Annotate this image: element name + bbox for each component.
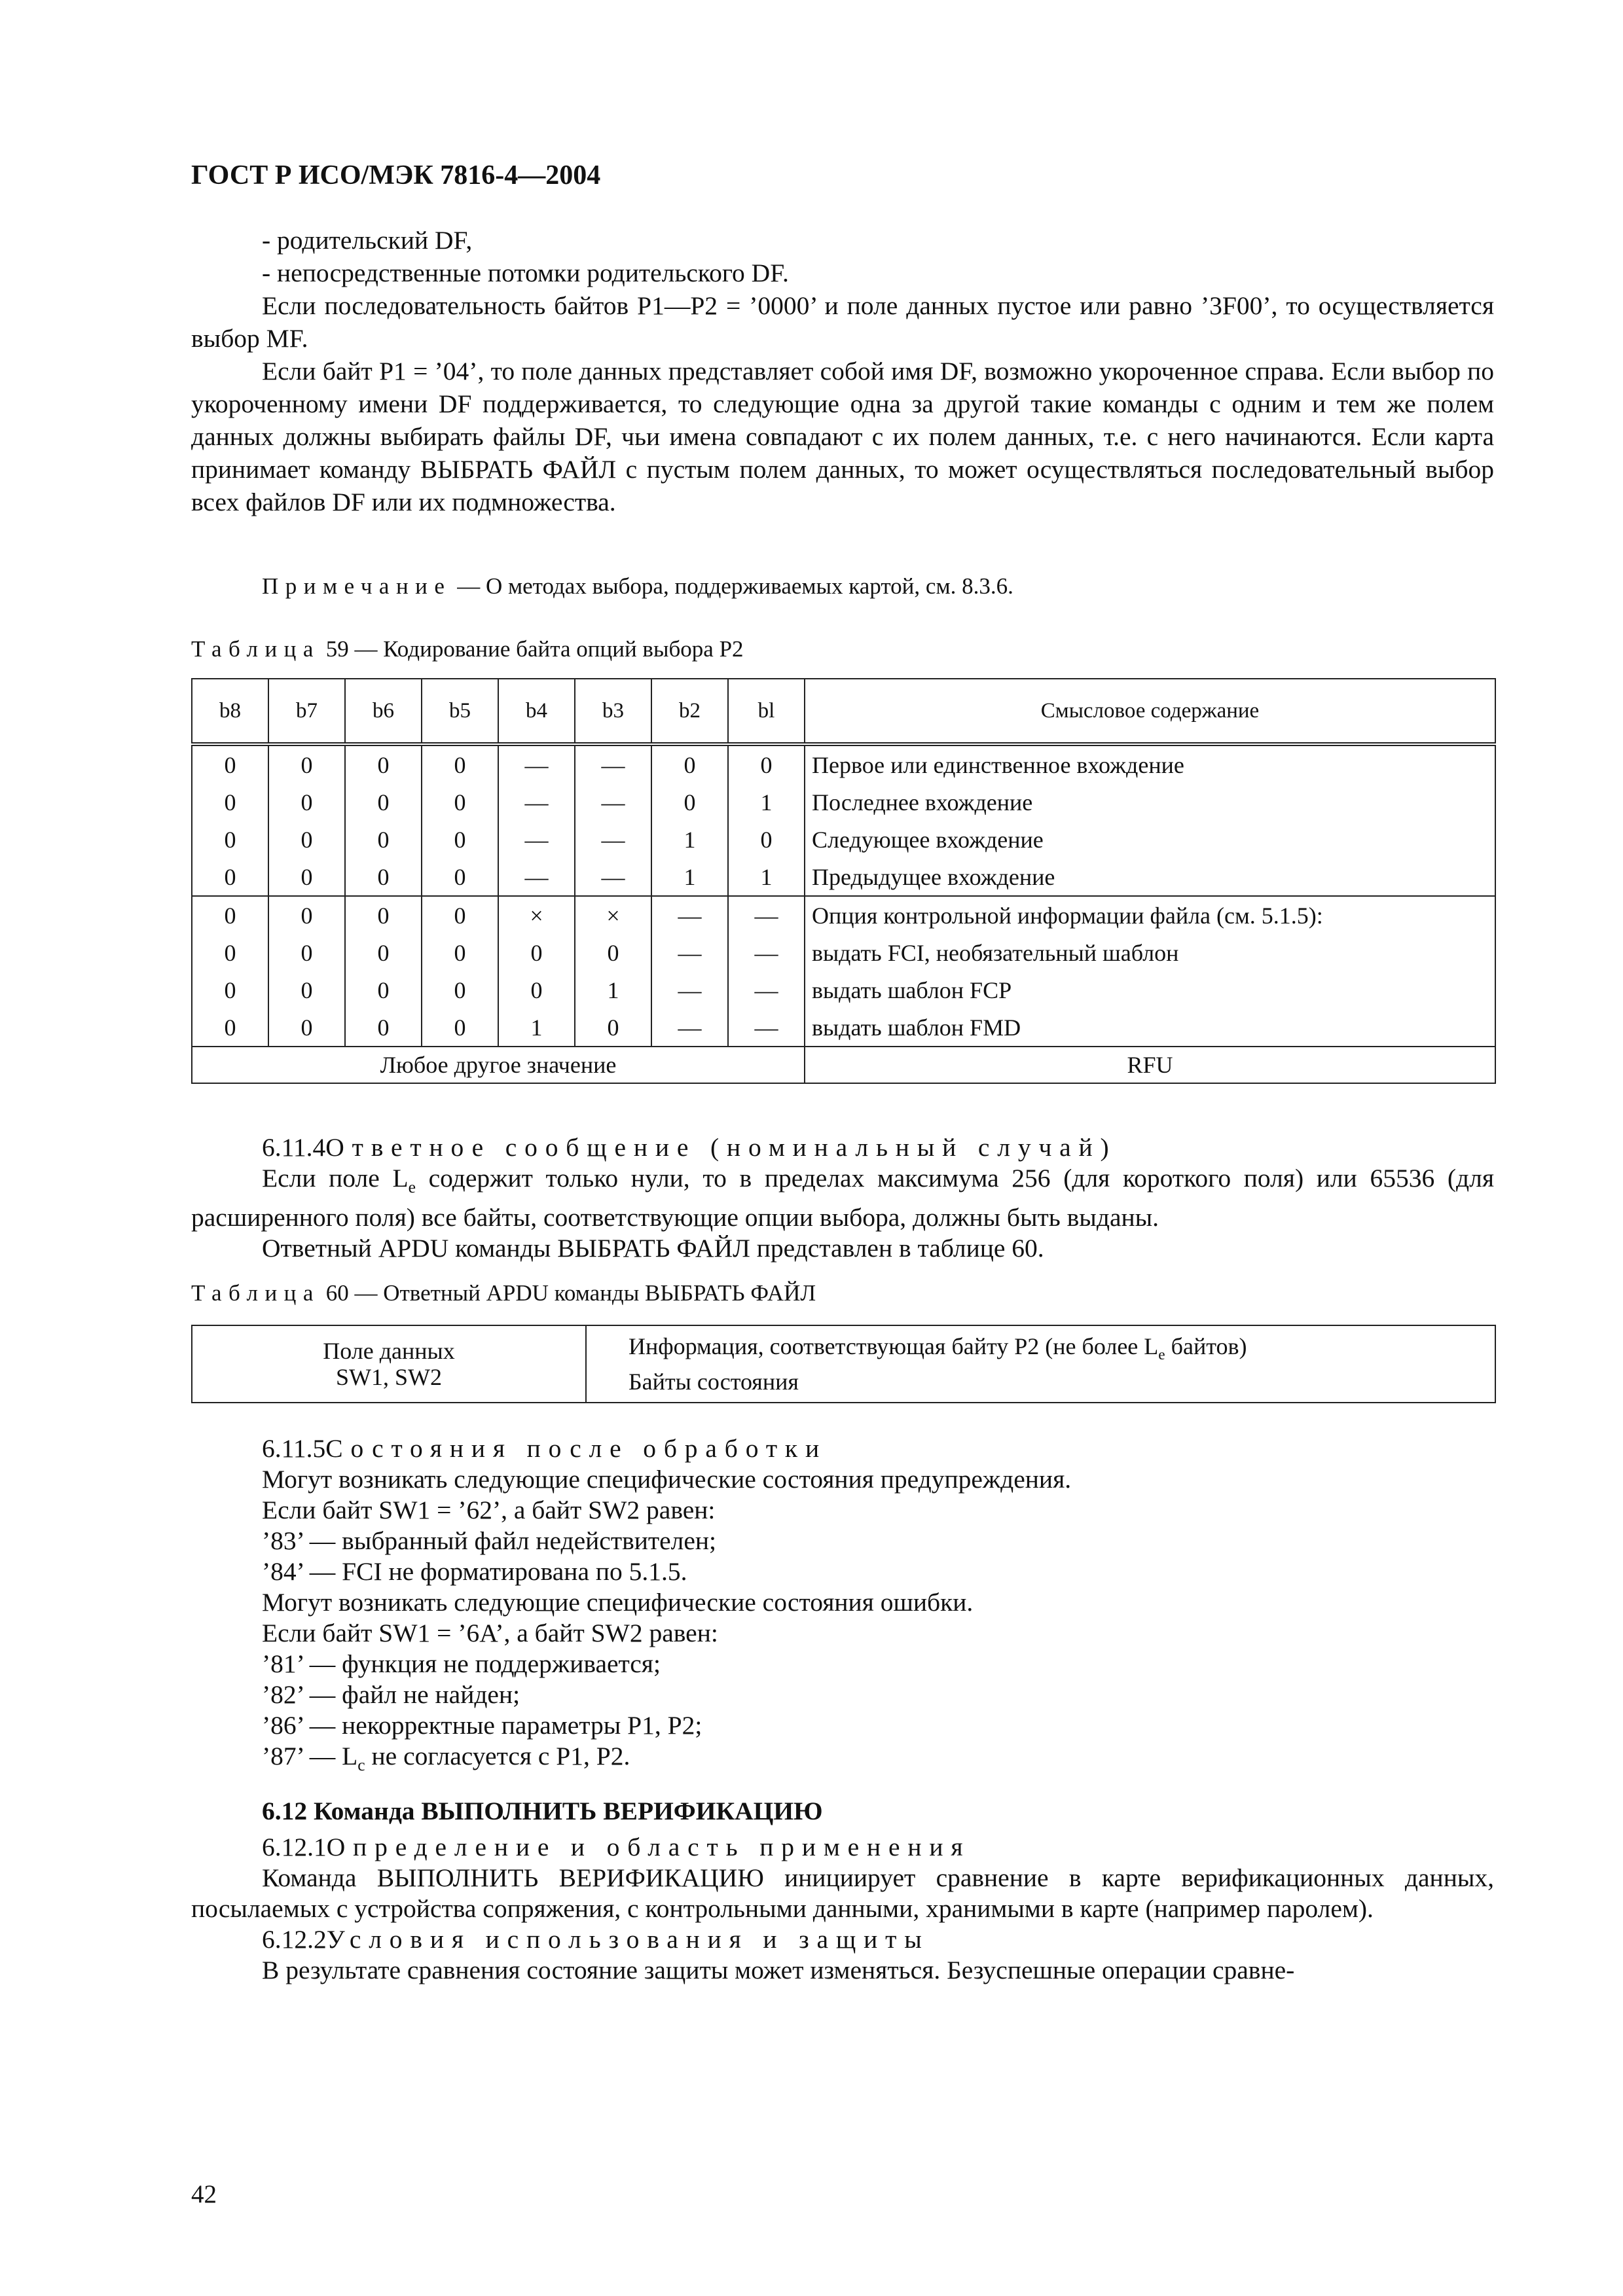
table-cell: 0 xyxy=(345,783,422,821)
table-row xyxy=(192,1325,1495,1403)
table-cell: — xyxy=(575,821,651,858)
table-cell: выдать шаблон FMD xyxy=(805,1009,1495,1047)
table-cell: 0 xyxy=(268,858,345,896)
intro-text xyxy=(191,224,1494,518)
table-59-body xyxy=(192,744,1495,1083)
table-cell: 1 xyxy=(498,1009,575,1047)
table-header-cell: b3 xyxy=(575,679,651,744)
table-cell: — xyxy=(498,821,575,858)
intro-line: - родительский DF, xyxy=(262,226,473,255)
table-cell: 0 xyxy=(422,971,498,1009)
table-cell: 0 xyxy=(345,821,422,858)
list-item: Могут возникать следующие специфические состояния предупреждения. xyxy=(262,1465,1072,1494)
section-title: 6.11.5Состояния после обработки xyxy=(262,1434,827,1463)
table-header-cell: b4 xyxy=(498,679,575,744)
table-cell: Информация, соответствующая байту P2 (не более $L_e$ байтов) Байты состояния xyxy=(586,1325,1495,1403)
table-cell: 0 xyxy=(192,858,268,896)
table-cell: 0 xyxy=(345,858,422,896)
list-item: Могут возникать следующие специфические состояния ошибки. xyxy=(262,1588,974,1617)
list-item: ’81’ — функция не поддерживается; xyxy=(262,1649,661,1678)
table-cell: — xyxy=(498,744,575,783)
table-cell: 0 xyxy=(575,1009,651,1047)
table-59-caption: Таблица 59 — Кодирование байта опций выбора P2 xyxy=(191,636,744,662)
list-item: ’83’ — выбранный файл недействителен; xyxy=(262,1526,717,1555)
table-row xyxy=(192,821,1495,858)
table-cell: 0 xyxy=(192,934,268,971)
table-60 xyxy=(191,1325,1496,1403)
table-cell: Опция контрольной информации файла (см. 5.1.5): xyxy=(805,896,1495,934)
paragraph: ’87’ — $L_c$ не согласуется с P1, P2. xyxy=(262,1742,630,1774)
table-cell: 0 xyxy=(345,744,422,783)
table-cell: — xyxy=(498,783,575,821)
list-item: ’84’ — FCI не форматирована по 5.1.5. xyxy=(262,1557,687,1586)
intro-line: - непосредственные потомки родительского DF. xyxy=(262,259,789,287)
note xyxy=(262,573,1013,600)
paragraph: Команда ВЫПОЛНИТЬ ВЕРИФИКАЦИЮ инициирует сравнение в карте верификационных данных, посылаемых с устройства сопряжения, с контрольными данными, хранимыми в карте (например паролем). xyxy=(191,1863,1494,1923)
table-cell: 0 xyxy=(268,1009,345,1047)
table-cell: 0 xyxy=(268,744,345,783)
note-text: — О методах выбора, поддерживаемых картой, см. 8.3.6. xyxy=(451,573,1013,599)
table-cell: 0 xyxy=(422,858,498,896)
table-cell: — xyxy=(575,744,651,783)
table-cell: 1 xyxy=(651,858,728,896)
table-cell: 0 xyxy=(422,896,498,934)
table-header-cell: b5 xyxy=(422,679,498,744)
table-cell: — xyxy=(728,971,805,1009)
table-cell: 0 xyxy=(268,971,345,1009)
table-header-cell: b7 xyxy=(268,679,345,744)
section-lines xyxy=(191,1464,1494,1741)
table-cell: 0 xyxy=(651,744,728,783)
table-cell: 0 xyxy=(268,934,345,971)
table-header-cell: b2 xyxy=(651,679,728,744)
table-cell: 0 xyxy=(192,821,268,858)
section-6-11-5 xyxy=(191,1433,1494,1780)
paragraph: В результате сравнения состояние защиты может изменяться. Безуспешные операции сравне- xyxy=(262,1956,1295,1984)
table-cell: 0 xyxy=(192,783,268,821)
document-header: ГОСТ Р ИСО/МЭК 7816-4—2004 xyxy=(191,160,601,190)
table-cell: — xyxy=(651,971,728,1009)
table-cell: 0 xyxy=(268,783,345,821)
section-6-12 xyxy=(191,1796,1494,1986)
paragraph: Если последовательность байтов P1—P2 = ’0000’ и поле данных пустое или равно ’3F00’, то осуществляется выбор MF. xyxy=(191,291,1494,353)
table-cell: — xyxy=(728,934,805,971)
section-heading: 6.12 Команда ВЫПОЛНИТЬ ВЕРИФИКАЦИЮ xyxy=(262,1797,823,1825)
table-cell: выдать FCI, необязательный шаблон xyxy=(805,934,1495,971)
table-row xyxy=(192,934,1495,971)
table-header-cell: bl xyxy=(728,679,805,744)
note-label: Примечание xyxy=(262,573,452,599)
table-header-cell: b8 xyxy=(192,679,268,744)
table-60-caption: Таблица 60 — Ответный APDU команды ВЫБРАТЬ ФАЙЛ xyxy=(191,1280,816,1306)
table-row xyxy=(192,744,1495,783)
table-cell: Следующее вхождение xyxy=(805,821,1495,858)
table-header-cell: b6 xyxy=(345,679,422,744)
table-cell: 0 xyxy=(422,783,498,821)
table-cell: — xyxy=(575,783,651,821)
table-cell: Любое другое значение xyxy=(192,1047,805,1083)
table-cell: 0 xyxy=(345,971,422,1009)
list-item: ’82’ — файл не найден; xyxy=(262,1680,520,1709)
table-cell: 0 xyxy=(422,744,498,783)
table-cell: 0 xyxy=(192,1009,268,1047)
table-cell: 0 xyxy=(192,971,268,1009)
table-cell: 1 xyxy=(728,858,805,896)
section-title: 6.12.2Условия использования и защиты xyxy=(262,1925,930,1954)
list-item: Если байт SW1 = ’6A’, а байт SW2 равен: xyxy=(262,1619,718,1647)
table-cell: — xyxy=(651,896,728,934)
paragraph: Если поле $L_e$ содержит только нули, то в пределах максимума 256 (для короткого поля) или 65536 (для расширенного поля) все байты, соответствующие опции выбора, должны быть выданы. xyxy=(191,1164,1494,1232)
list-item: ’86’ — некорректные параметры P1, P2; xyxy=(262,1711,702,1740)
table-cell: 0 xyxy=(728,744,805,783)
table-cell: — xyxy=(575,858,651,896)
table-cell: Предыдущее вхождение xyxy=(805,858,1495,896)
table-cell: 0 xyxy=(422,1009,498,1047)
table-cell: 0 xyxy=(728,821,805,858)
table-header-cell: Смысловое содержание xyxy=(805,679,1495,744)
table-cell: — xyxy=(651,1009,728,1047)
table-row xyxy=(192,783,1495,821)
table-cell: — xyxy=(728,896,805,934)
table-header-row xyxy=(192,679,1495,744)
table-cell: 0 xyxy=(345,934,422,971)
table-59 xyxy=(191,678,1496,1084)
table-cell: — xyxy=(728,1009,805,1047)
table-cell: — xyxy=(651,934,728,971)
table-row xyxy=(192,971,1495,1009)
table-cell: — xyxy=(498,858,575,896)
table-cell: 0 xyxy=(651,783,728,821)
table-cell: 0 xyxy=(498,971,575,1009)
table-cell: 0 xyxy=(192,744,268,783)
list-item: Если байт SW1 = ’62’, а байт SW2 равен: xyxy=(262,1496,716,1524)
table-row xyxy=(192,1009,1495,1047)
table-row xyxy=(192,858,1495,896)
table-cell: 0 xyxy=(422,821,498,858)
table-cell: RFU xyxy=(805,1047,1495,1083)
table-cell: 0 xyxy=(498,934,575,971)
page-number: 42 xyxy=(191,2180,217,2208)
table-cell: 1 xyxy=(728,783,805,821)
paragraph: Ответный APDU команды ВЫБРАТЬ ФАЙЛ представлен в таблице 60. xyxy=(262,1233,1044,1263)
table-cell: Первое или единственное вхождение xyxy=(805,744,1495,783)
table-row xyxy=(192,1047,1495,1083)
section-6-11-4 xyxy=(191,1132,1494,1264)
table-cell: 0 xyxy=(268,821,345,858)
table-cell: × xyxy=(498,896,575,934)
table-cell: Последнее вхождение xyxy=(805,783,1495,821)
paragraph: Если байт P1 = ’04’, то поле данных представляет собой имя DF, возможно укороченное справа. Если выбор по укороченному имени DF поддерживается, то следующие одна за другой такие команды с одним и тем же полем данных должны выбирать файлы DF, чьи имена совпадают с их полем данных, т.е. с него начинаются. Если карта принимает команду ВЫБРАТЬ ФАЙЛ с пустым полем данных, то может осуществляться последовательный выбор всех файлов DF или их подмножества. xyxy=(191,357,1494,516)
table-cell: 0 xyxy=(422,934,498,971)
table-row xyxy=(192,896,1495,934)
table-cell: × xyxy=(575,896,651,934)
table-cell: Поле данных SW1, SW2 xyxy=(192,1325,586,1403)
table-cell: 0 xyxy=(192,896,268,934)
table-cell: 0 xyxy=(345,1009,422,1047)
section-title: 6.11.4Ответное сообщение (номинальный случай) xyxy=(262,1133,1117,1162)
table-cell: 1 xyxy=(651,821,728,858)
table-cell: 1 xyxy=(575,971,651,1009)
table-cell: 0 xyxy=(345,896,422,934)
table-cell: выдать шаблон FCP xyxy=(805,971,1495,1009)
table-cell: 0 xyxy=(268,896,345,934)
table-cell: 0 xyxy=(575,934,651,971)
section-title: 6.12.1Определение и область применения xyxy=(262,1833,971,1861)
